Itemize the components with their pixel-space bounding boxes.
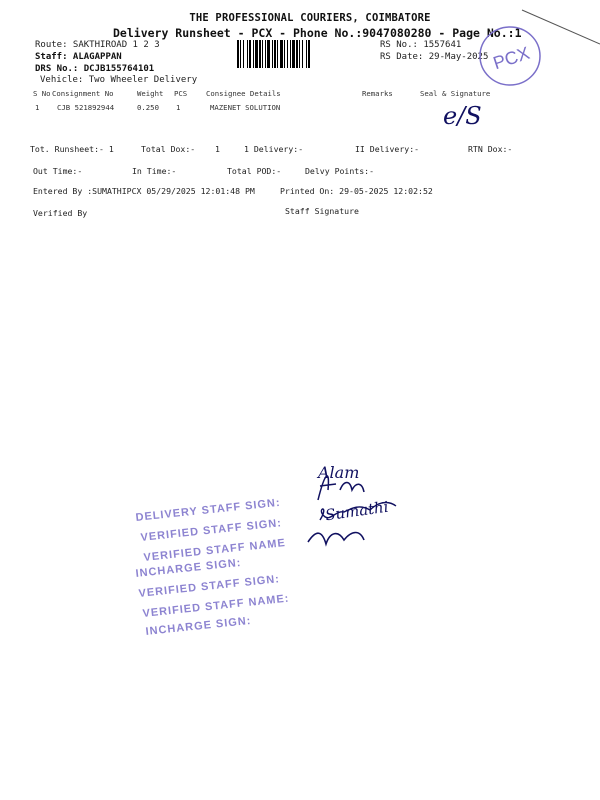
entered-by: Entered By :SUMATHIPCX 05/29/2025 12:01:48 PM (33, 186, 255, 196)
runsheet-subtitle: Delivery Runsheet - PCX - Phone No.:9047080280 - Page No.:1 (113, 26, 522, 40)
pcx-stamp (466, 8, 600, 90)
vehicle: Vehicle: Two Wheeler Delivery (40, 75, 198, 85)
out-time: Out Time:- (33, 166, 83, 176)
col-consignment: Consignment No (52, 89, 114, 98)
stamp-line: INCHARGE SIGN: (145, 614, 252, 638)
col-weight: Weight (137, 89, 164, 98)
signature-name: Alam (318, 463, 360, 482)
stamp-line: DELIVERY STAFF SIGN: (135, 496, 282, 524)
stamp-line: VERIFIED STAFF SIGN: (138, 573, 281, 600)
stamp-line: INCHARGE SIGN: (135, 556, 242, 580)
total-dox-value: 1 (215, 144, 220, 154)
delivery-1: 1 Delivery:- (244, 144, 304, 154)
stamp-line: VERIFIED STAFF NAME (143, 537, 287, 564)
stamp-line: VERIFIED STAFF NAME: (142, 592, 290, 620)
staff: Staff: ALAGAPPAN (35, 52, 122, 62)
rtn-dox: RTN Dox:- (468, 144, 513, 154)
delvy-points: Delvy Points:- (305, 166, 375, 176)
drs-number: DRS No.: DCJB155764101 (35, 64, 155, 74)
signature-name: Sumathi (324, 497, 390, 525)
printed-on: Printed On: 29-05-2025 12:02:52 (280, 186, 433, 196)
seal-handwritten-mark: e/S (443, 102, 482, 130)
staff-signature-label: Staff Signature (285, 206, 359, 216)
route: Route: SAKTHIROAD 1 2 3 (35, 40, 160, 50)
delivery-2: II Delivery:- (355, 144, 420, 154)
row-weight: 0.250 (137, 103, 159, 112)
col-sno: S No (33, 89, 51, 98)
col-seal: Seal & Signature (420, 89, 491, 98)
col-pcs: PCS (174, 89, 188, 98)
row-consignment: CJB 521892944 (57, 103, 115, 112)
in-time: In Time:- (132, 166, 177, 176)
pcx-label: PCX (490, 42, 533, 74)
rs-date: RS Date: 29-May-2025 (380, 52, 489, 62)
stamp-line: VERIFIED STAFF SIGN: (140, 517, 283, 544)
col-remarks: Remarks (362, 89, 393, 98)
row-consignee: MAZENET SOLUTION (210, 103, 281, 112)
rs-number: RS No.: 1557641 (380, 40, 462, 50)
col-consignee: Consignee Details (206, 89, 281, 98)
barcode (236, 40, 376, 68)
total-pod: Total POD:- (227, 166, 282, 176)
total-dox: Total Dox:- (141, 144, 196, 154)
verified-by: Verified By (33, 208, 88, 218)
row-pcs: 1 (176, 103, 181, 112)
company-title: THE PROFESSIONAL COURIERS, COIMBATORE (189, 12, 431, 24)
tot-runsheet: Tot. Runsheet:- 1 (30, 144, 114, 154)
row-sno: 1 (35, 103, 40, 112)
